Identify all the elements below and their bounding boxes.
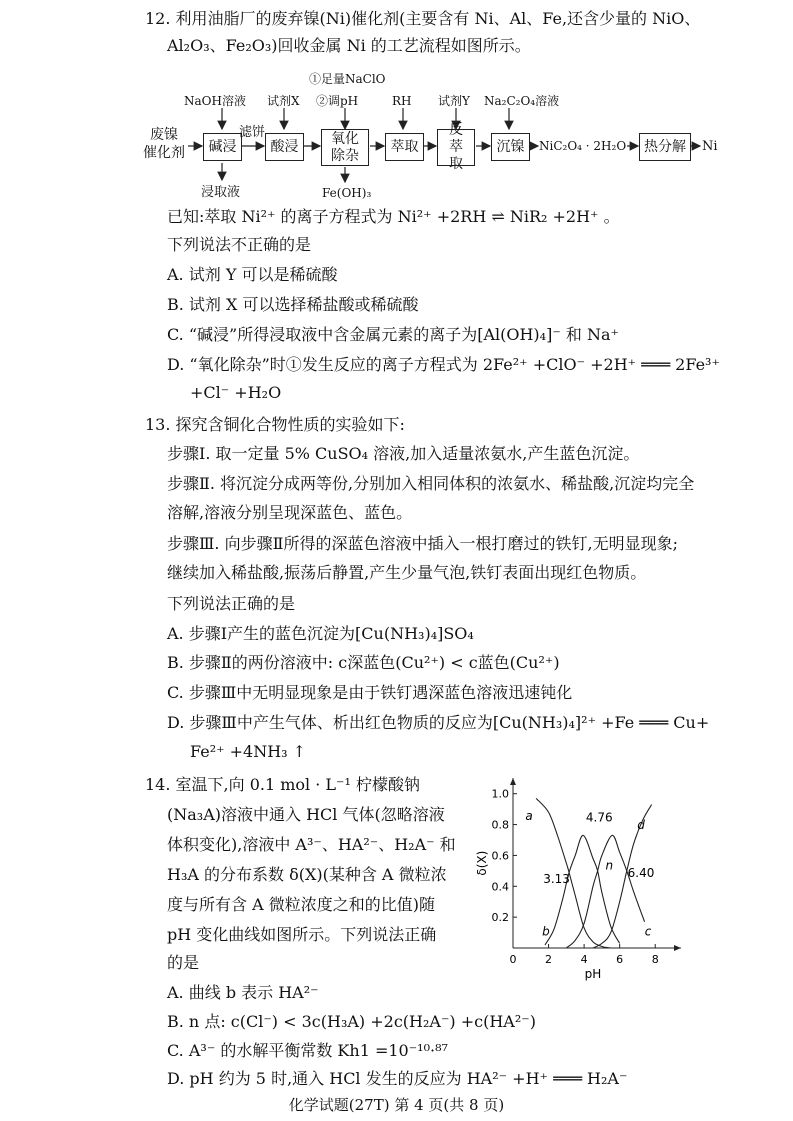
- box-oxidation: 氧化除杂: [321, 129, 369, 166]
- q14-option-b: B. n 点: c(Cl⁻) < 3c(H₃A) +2c(H₂A⁻) +c(HA²⁻): [167, 1012, 536, 1031]
- curve-d: [566, 835, 644, 948]
- flow-input-2: 催化剂: [143, 145, 185, 161]
- filter-cake-label: 滤饼: [239, 125, 266, 140]
- reagent-x: 试剂X: [267, 94, 300, 108]
- curve-label-a: a: [525, 808, 533, 823]
- y-axis-label: δ(X): [475, 850, 489, 876]
- q14-line-5: 度与所有含 A 微粒浓度之和的比值)随: [167, 895, 435, 914]
- q13-option-b: B. 步骤Ⅱ的两份溶液中: c深蓝色(Cu²⁺) < c蓝色(Cu²⁺): [167, 653, 560, 672]
- q12-question: 下列说法不正确的是: [167, 235, 312, 254]
- y-tick-label: 0.2: [491, 911, 509, 925]
- y-tick-label: 0.6: [491, 849, 509, 863]
- q14-line-6: pH 变化曲线如图所示。下列说法正确: [167, 925, 437, 944]
- q14-line-3: 体积变化),溶液中 A³⁻、HA²⁻、H₂A⁻ 和: [167, 835, 456, 854]
- y-tick-label: 1.0: [491, 787, 509, 801]
- q14-line-7: 的是: [167, 953, 200, 972]
- pka3-label: 6.40: [627, 866, 655, 881]
- curve-label-c: c: [644, 924, 652, 939]
- q14-option-c: C. A³⁻ 的水解平衡常数 Kh1 =10⁻¹⁰·⁸⁷: [167, 1041, 448, 1060]
- feoh3-label: Fe(OH)₃: [322, 186, 372, 200]
- q12-stem-line1: 12. 利用油脂厂的废弃镍(Ni)催化剂(主要含有 Ni、Al、Fe,还含少量的 NiO、: [145, 9, 701, 28]
- box-ni-precipitation: 沉镍: [491, 133, 530, 161]
- reagent-naclo: ①足量NaClO: [309, 72, 386, 86]
- box-extraction: 萃取: [385, 133, 424, 161]
- leach-liquor-label: 浸取液: [201, 185, 241, 200]
- curve-label-b: b: [542, 924, 550, 939]
- reagent-y: 试剂Y: [438, 94, 470, 108]
- q12-option-a: A. 试剂 Y 可以是稀硫酸: [167, 265, 338, 284]
- q13-step3-line2: 继续加入稀盐酸,振荡后静置,产生少量气泡,铁钉表面出现红色物质。: [167, 563, 647, 582]
- curve-label-d: d: [637, 818, 645, 833]
- q14-line-1: 14. 室温下,向 0.1 mol · L⁻¹ 柠檬酸钠: [145, 775, 420, 794]
- reagent-naoh: NaOH溶液: [184, 94, 246, 108]
- box-alkali-leach: 碱浸: [203, 133, 242, 161]
- flow-input-1: 废镍: [150, 127, 178, 143]
- q13-step3-line1: 步骤Ⅲ. 向步骤Ⅱ所得的深蓝色溶液中插入一根打磨过的铁钉,无明显现象;: [167, 534, 678, 553]
- x-axis-arrow: [674, 945, 681, 951]
- q13-question: 下列说法正确的是: [167, 594, 296, 613]
- box-thermal-decomp: 热分解: [639, 133, 691, 161]
- q12-option-d-line1: D. “氧化除杂”时①发生反应的离子方程式为 2Fe²⁺ +ClO⁻ +2H⁺ ═══ 2Fe³⁺: [167, 355, 720, 374]
- q13-step2-line1: 步骤Ⅱ. 将沉淀分成两等份,分别加入相同体积的浓氨水、稀盐酸,沉淀均完全: [167, 474, 695, 493]
- x-tick-label: 8: [651, 953, 659, 966]
- pka2-label: 4.76: [585, 810, 613, 825]
- flow-arrows: [0, 0, 793, 220]
- distribution-chart: [475, 776, 683, 986]
- reagent-rh: RH: [392, 94, 412, 108]
- q13-step2-line2: 溶解,溶液分别呈现深蓝色、蓝色。: [167, 503, 413, 522]
- x-axis-label: pH: [584, 967, 602, 981]
- page-footer: 化学试题(27T) 第 4 页(共 8 页): [288, 1096, 505, 1114]
- box-acid-leach: 酸浸: [265, 133, 304, 161]
- q12-known: 已知:萃取 Ni²⁺ 的离子方程式为 Ni²⁺ +2RH ⇌ NiR₂ +2H⁺ 。: [167, 207, 620, 226]
- reagent-na2c2o4: Na₂C₂O₄溶液: [484, 94, 560, 108]
- box-back-extraction: 反萃取: [437, 129, 475, 166]
- q12-option-c: C. “碱浸”所得浸取液中含金属元素的离子为[Al(OH)₄]⁻ 和 Na⁺: [167, 325, 619, 344]
- q13-option-c: C. 步骤Ⅲ中无明显现象是由于铁钉遇深蓝色溶液迅速钝化: [167, 683, 573, 702]
- product-label: Ni: [702, 139, 718, 154]
- q14-option-d: D. pH 约为 5 时,通入 HCl 发生的反应为 HA²⁻ +H⁺ ═══ H₂A⁻: [167, 1069, 628, 1088]
- q13-stem: 13. 探究含铜化合物性质的实验如下:: [145, 415, 405, 434]
- y-tick-label: 0.4: [491, 880, 509, 894]
- q13-option-d-line1: D. 步骤Ⅲ中产生气体、析出红色物质的反应为[Cu(NH₃)₄]²⁺ +Fe ═══ Cu+: [167, 713, 710, 732]
- q12-option-d-line2: +Cl⁻ +H₂O: [190, 383, 282, 402]
- reagent-ph: ②调pH: [316, 94, 359, 108]
- q14-line-4: H₃A 的分布系数 δ(X)(某种含 A 微粒浓: [167, 865, 447, 884]
- y-tick-label: 0.8: [491, 818, 509, 832]
- q13-option-a: A. 步骤Ⅰ产生的蓝色沉淀为[Cu(NH₃)₄]SO₄: [167, 624, 474, 643]
- x-tick-label: 2: [545, 953, 553, 966]
- y-axis-arrow: [510, 778, 516, 785]
- n-point-label: n: [605, 858, 614, 873]
- pka1-label: 3.13: [543, 872, 570, 887]
- x-tick-label: 0: [509, 953, 517, 966]
- x-tick-label: 4: [580, 953, 588, 966]
- q13-step1: 步骤Ⅰ. 取一定量 5% CuSO₄ 溶液,加入适量浓氨水,产生蓝色沉淀。: [167, 444, 640, 463]
- q14-line-2: (Na₃A)溶液中通入 HCl 气体(忽略溶液: [167, 805, 445, 824]
- q14-option-a: A. 曲线 b 表示 HA²⁻: [167, 983, 319, 1002]
- intermediate-label: NiC₂O₄ · 2H₂O: [539, 139, 627, 153]
- q12-stem-line2: Al₂O₃、Fe₂O₃)回收金属 Ni 的工艺流程如图所示。: [167, 36, 531, 55]
- x-tick-label: 6: [616, 953, 624, 966]
- q13-option-d-line2: Fe²⁺ +4NH₃ ↑: [190, 742, 307, 761]
- q12-option-b: B. 试剂 X 可以选择稀盐酸或稀硫酸: [167, 295, 419, 314]
